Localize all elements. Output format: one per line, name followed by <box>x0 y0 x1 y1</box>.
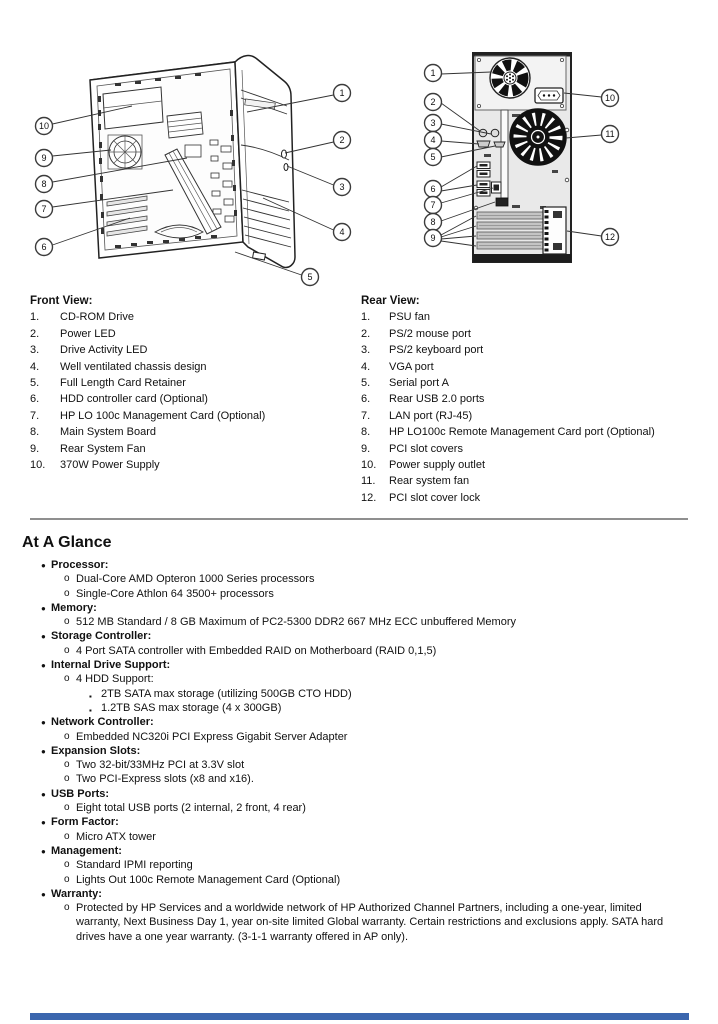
item-number: 9. <box>361 442 371 455</box>
bullet-level2-icon: o <box>64 587 70 599</box>
rear-callout-6 <box>425 181 442 198</box>
bullet-level2-icon: o <box>64 673 70 685</box>
bullet-level2-icon: o <box>64 616 70 628</box>
glance-item <box>0 830 718 844</box>
item-text: HP LO100c Remote Management Card port (Optional) <box>389 426 655 439</box>
rear-callout-2 <box>425 94 442 111</box>
glance-text: Standard IPMI reporting <box>76 859 193 872</box>
glance-text: Dual-Core AMD Opteron 1000 Series processors <box>76 573 315 586</box>
list-item <box>361 457 701 473</box>
svg-text:4: 4 <box>339 227 345 238</box>
drive-activity-led <box>284 164 288 171</box>
glance-subitem <box>0 701 718 715</box>
power-supply <box>103 87 163 129</box>
item-number: 3. <box>30 344 40 357</box>
glance-section-label <box>0 844 718 858</box>
item-text: HP LO 100c Management Card (Optional) <box>60 409 266 422</box>
item-text: Rear System Fan <box>60 442 146 455</box>
glance-section-label <box>0 744 718 758</box>
bullet-level1-icon: ● <box>41 661 46 671</box>
glance-text: 4 HDD Support: <box>76 673 154 686</box>
rear-callout-9 <box>425 230 442 247</box>
glance-text: 4 Port SATA controller with Embedded RAID on Motherboard (RAID 0,1,5) <box>76 644 437 657</box>
item-text: 370W Power Supply <box>60 459 160 472</box>
front-callout-10 <box>36 118 53 135</box>
bullet-level1-icon: ● <box>41 632 46 642</box>
footer-accent-bar <box>30 1013 689 1020</box>
glance-section-label <box>0 558 718 572</box>
at-a-glance-heading: At A Glance <box>22 534 112 551</box>
svg-text:6: 6 <box>41 242 47 253</box>
glance-item <box>0 858 718 872</box>
bullet-level2-icon: o <box>64 573 70 585</box>
item-number: 9. <box>30 442 40 455</box>
bullet-level2-icon: o <box>64 830 70 842</box>
svg-text:5: 5 <box>430 152 436 163</box>
glance-item <box>0 730 718 744</box>
power-supply-outlet <box>535 88 563 103</box>
rear-callout-1 <box>425 65 442 82</box>
item-number: 5. <box>30 377 40 390</box>
bullet-level1-icon: ● <box>41 561 46 570</box>
svg-text:7: 7 <box>430 200 436 211</box>
item-text: Main System Board <box>60 426 156 439</box>
glance-text: Protected by HP Services and a worldwide network of HP Authorized Channel Partners, including a one-year, limited warranty, Next Business Day 1, year on-site limited Global warranty. Certain restrictions and exclusions apply. SATA hard drives have a one year warranty. (3-1-1 warranty offered in AP only). <box>76 902 664 943</box>
list-item <box>361 441 701 457</box>
glance-text: Single-Core Athlon 64 3500+ processors <box>76 587 274 600</box>
bullet-level1-icon: ● <box>41 889 46 899</box>
glance-text: Management: <box>51 844 122 857</box>
list-item <box>30 359 355 375</box>
front-callout-8 <box>36 176 53 193</box>
list-item <box>30 441 355 457</box>
svg-text:1: 1 <box>430 68 436 79</box>
front-view-list <box>30 293 355 473</box>
bullet-level2-icon: o <box>64 644 70 656</box>
list-item <box>361 309 701 325</box>
item-number: 6. <box>30 393 40 406</box>
glance-text: 2TB SATA max storage (utilizing 500GB CTO HDD) <box>101 687 352 700</box>
front-callout-3 <box>334 179 351 196</box>
front-callout-1 <box>334 85 351 102</box>
item-text: Power LED <box>60 327 116 340</box>
glance-text: Two 32-bit/33MHz PCI at 3.3V slot <box>76 759 245 772</box>
rear-callout-8 <box>425 214 442 231</box>
item-number: 11. <box>361 475 376 488</box>
psu-fan <box>490 58 530 98</box>
item-text: PCI slot cover lock <box>389 491 481 504</box>
item-text: Rear USB 2.0 ports <box>389 393 485 406</box>
svg-text:10: 10 <box>604 93 616 104</box>
bullet-level1-icon: ● <box>41 746 46 756</box>
item-text: Power supply outlet <box>389 459 485 472</box>
glance-text: USB Ports: <box>51 787 110 800</box>
list-item <box>30 457 355 473</box>
rear-callout-7 <box>425 197 442 214</box>
item-number: 2. <box>361 327 371 340</box>
rear-callout-12 <box>602 229 619 246</box>
item-text: CD-ROM Drive <box>60 311 134 324</box>
rear-callout-3 <box>425 115 442 132</box>
pci-slot-cover-lock <box>543 207 566 254</box>
svg-text:6: 6 <box>430 184 436 195</box>
item-number: 8. <box>30 426 40 439</box>
item-number: 12. <box>361 491 377 504</box>
list-item <box>30 408 355 424</box>
list-item <box>361 424 701 440</box>
item-number: 10. <box>361 459 377 472</box>
list-item <box>361 342 701 358</box>
svg-text:3: 3 <box>430 118 436 129</box>
svg-text:5: 5 <box>307 272 313 283</box>
rear-view-heading: Rear View: <box>361 295 420 307</box>
glance-item <box>0 644 718 658</box>
glance-section-label <box>0 658 718 672</box>
glance-text: Two PCI-Express slots (x8 and x16). <box>76 773 254 786</box>
rear-chassis-fan <box>511 110 565 164</box>
list-item <box>30 375 355 391</box>
item-number: 7. <box>361 409 371 422</box>
bullet-level1-icon: ● <box>41 718 46 728</box>
bullet-level1-icon: ● <box>41 818 46 828</box>
list-item <box>30 326 355 342</box>
item-text: Drive Activity LED <box>60 344 148 357</box>
front-callout-2 <box>334 132 351 149</box>
list-item <box>361 473 701 489</box>
bullet-level2-icon: o <box>64 730 70 742</box>
bullet-level2-icon: o <box>64 873 70 885</box>
bullet-level1-icon: ● <box>41 789 46 799</box>
io-bracket-bar <box>501 110 508 198</box>
glance-item <box>0 672 718 686</box>
bullet-level2-icon: o <box>64 802 70 814</box>
glance-subitem <box>0 687 718 701</box>
at-a-glance-list <box>0 558 718 944</box>
item-number: 5. <box>361 377 371 390</box>
svg-text:11: 11 <box>605 129 615 140</box>
bullet-level1-icon: ● <box>41 603 46 613</box>
svg-text:8: 8 <box>430 217 436 228</box>
front-callout-6 <box>36 239 53 256</box>
glance-section-label <box>0 887 718 901</box>
glance-text: Lights Out 100c Remote Management Card (Optional) <box>76 873 341 886</box>
glance-section-label <box>0 629 718 643</box>
glance-item <box>0 587 718 601</box>
list-item <box>30 391 355 407</box>
svg-text:3: 3 <box>339 182 345 193</box>
serial-port <box>494 142 505 147</box>
item-number: 2. <box>30 327 40 340</box>
item-text: PS/2 keyboard port <box>389 344 484 357</box>
rear-callout-5 <box>425 149 442 166</box>
svg-text:12: 12 <box>604 232 616 243</box>
item-number: 8. <box>361 426 371 439</box>
item-text: VGA port <box>389 360 434 373</box>
svg-text:2: 2 <box>430 97 436 108</box>
glance-item <box>0 758 718 772</box>
front-callout-9 <box>36 150 53 167</box>
glance-section-label <box>0 715 718 729</box>
item-number: 4. <box>30 360 40 373</box>
rear-callout-10 <box>602 90 619 107</box>
glance-text: Micro ATX tower <box>76 830 156 843</box>
list-item <box>30 424 355 440</box>
glance-text: Embedded NC320i PCI Express Gigabit Server Adapter <box>76 730 348 743</box>
lan-port <box>492 182 502 193</box>
glance-item <box>0 801 718 815</box>
item-number: 3. <box>361 344 371 357</box>
svg-text:7: 7 <box>41 204 47 215</box>
front-callout-7 <box>36 201 53 218</box>
svg-text:9: 9 <box>430 233 436 244</box>
glance-text: Eight total USB ports (2 internal, 2 front, 4 rear) <box>76 802 306 815</box>
glance-section-label <box>0 815 718 829</box>
bullet-level2-icon: o <box>64 859 70 871</box>
item-number: 6. <box>361 393 371 406</box>
item-text: Serial port A <box>389 377 449 390</box>
glance-text: Expansion Slots: <box>51 744 141 757</box>
item-text: Full Length Card Retainer <box>60 377 186 390</box>
item-number: 7. <box>30 409 40 422</box>
item-text: LAN port (RJ-45) <box>389 409 473 422</box>
glance-text: Network Controller: <box>51 716 154 729</box>
front-view-diagram <box>35 50 365 290</box>
memory-dimms <box>167 112 203 138</box>
bullet-level3-icon: ▪ <box>89 705 92 715</box>
bullet-level2-icon: o <box>64 773 70 785</box>
svg-text:2: 2 <box>339 135 345 146</box>
glance-item <box>0 873 718 887</box>
svg-text:10: 10 <box>38 121 50 132</box>
power-led <box>282 150 287 158</box>
item-text: PSU fan <box>389 311 430 324</box>
bullet-level1-icon: ● <box>41 846 46 856</box>
rear-view-list <box>361 293 701 506</box>
list-item <box>30 309 355 325</box>
list-item <box>361 408 701 424</box>
management-card-port <box>496 198 508 206</box>
section-divider <box>30 518 688 520</box>
glance-section-label <box>0 787 718 801</box>
glance-item <box>0 901 718 944</box>
svg-text:1: 1 <box>339 88 345 99</box>
rear-callout-11 <box>602 126 619 143</box>
glance-text: Memory: <box>51 601 97 614</box>
bullet-level3-icon: ▪ <box>89 691 92 701</box>
list-item <box>30 342 355 358</box>
item-number: 1. <box>30 311 40 324</box>
item-number: 1. <box>361 311 371 324</box>
item-text: PS/2 mouse port <box>389 327 471 340</box>
rear-view-diagram <box>400 40 700 285</box>
front-view-heading: Front View: <box>30 295 93 307</box>
rear-callout-4 <box>425 132 442 149</box>
ps2-keyboard-port <box>491 129 499 137</box>
glance-text: 1.2TB SAS max storage (4 x 300GB) <box>101 701 282 714</box>
item-text: PCI slot covers <box>389 442 463 455</box>
item-number: 4. <box>361 360 371 373</box>
glance-text: Warranty: <box>51 887 102 900</box>
glance-item <box>0 772 718 786</box>
svg-text:8: 8 <box>41 179 47 190</box>
front-callout-4 <box>334 224 351 241</box>
item-number: 10. <box>30 459 46 472</box>
glance-section-label <box>0 601 718 615</box>
list-item <box>361 375 701 391</box>
glance-text: Processor: <box>51 559 109 571</box>
svg-text:4: 4 <box>430 135 436 146</box>
glance-text: Storage Controller: <box>51 630 152 643</box>
list-item <box>361 490 701 506</box>
list-item <box>361 359 701 375</box>
glance-item <box>0 615 718 629</box>
bullet-level2-icon: o <box>64 902 70 914</box>
svg-text:9: 9 <box>41 153 47 164</box>
glance-item <box>0 572 718 586</box>
front-bezel <box>235 56 295 268</box>
glance-text: Internal Drive Support: <box>51 659 171 672</box>
item-text: Well ventilated chassis design <box>60 360 207 373</box>
glance-text: 512 MB Standard / 8 GB Maximum of PC2-5300 DDR2 667 MHz ECC unbuffered Memory <box>76 616 516 629</box>
bullet-level2-icon: o <box>64 759 70 771</box>
front-callout-5 <box>302 269 319 286</box>
list-item <box>361 326 701 342</box>
glance-text: Form Factor: <box>51 816 119 829</box>
item-text: Rear system fan <box>389 475 470 488</box>
item-text: HDD controller card (Optional) <box>60 393 208 406</box>
list-item <box>361 391 701 407</box>
